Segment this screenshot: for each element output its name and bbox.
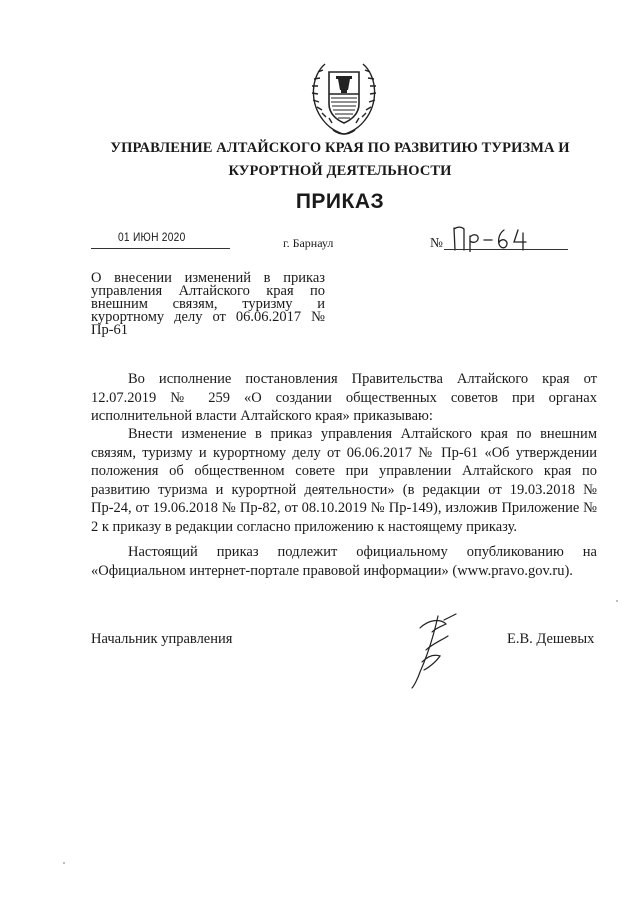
organization-name-line2: КУРОРТНОЙ ДЕЯТЕЛЬНОСТИ (228, 163, 452, 179)
body-paragraph-2: Внести изменение в приказ управления Алтайского края по внешним связям, туризму и курортному делу от 06.06.2017 № Пр-61 «Об утверждении положения об общественном совете при управлении Алтайского края по развитию туризма и курортной деятельности» (в редакции от 19.03.2018 № Пр-24, от 19.06.2018 № Пр-82, от 08.10.2019 № Пр-149), изложив Приложение № 2 к приказу в редакции согласно приложению к настоящему приказу. (91, 426, 597, 535)
number-underline (444, 249, 568, 250)
city-name: г. Барнаул (283, 236, 334, 250)
coat-of-arms-icon (305, 52, 383, 138)
body-paragraph-1: Во исполнение постановления Правительства Алтайского края от 12.07.2019 № 259 «О создании общественных советов при органах исполнительной власти Алтайского края» приказываю: (91, 371, 597, 425)
handwritten-order-number (448, 224, 548, 252)
number-sign: № (430, 235, 443, 250)
organization-name-line1: УПРАВЛЕНИЕ АЛТАЙСКОГО КРАЯ ПО РАЗВИТИЮ ТУРИЗМА И (110, 140, 570, 156)
order-date: 01 ИЮН 2020 (118, 230, 186, 244)
date-underline (91, 248, 230, 249)
scan-speck (63, 862, 65, 864)
handwritten-signature-icon (398, 610, 466, 690)
signer-name: Е.В. Дешевых (507, 631, 595, 647)
body-paragraph-3: Настоящий приказ подлежит официальному опубликованию на «Официальном интернет-портале правовой информации» (www.pravo.gov.ru). (91, 544, 597, 579)
order-subject: О внесении изменений в приказ управления Алтайского края по внешним связям, туризму и курортному делу от 06.06.2017 № Пр-61 (91, 270, 325, 338)
scan-speck (616, 600, 618, 602)
document-title: ПРИКАЗ (295, 190, 385, 213)
signer-title: Начальник управления (91, 631, 233, 647)
